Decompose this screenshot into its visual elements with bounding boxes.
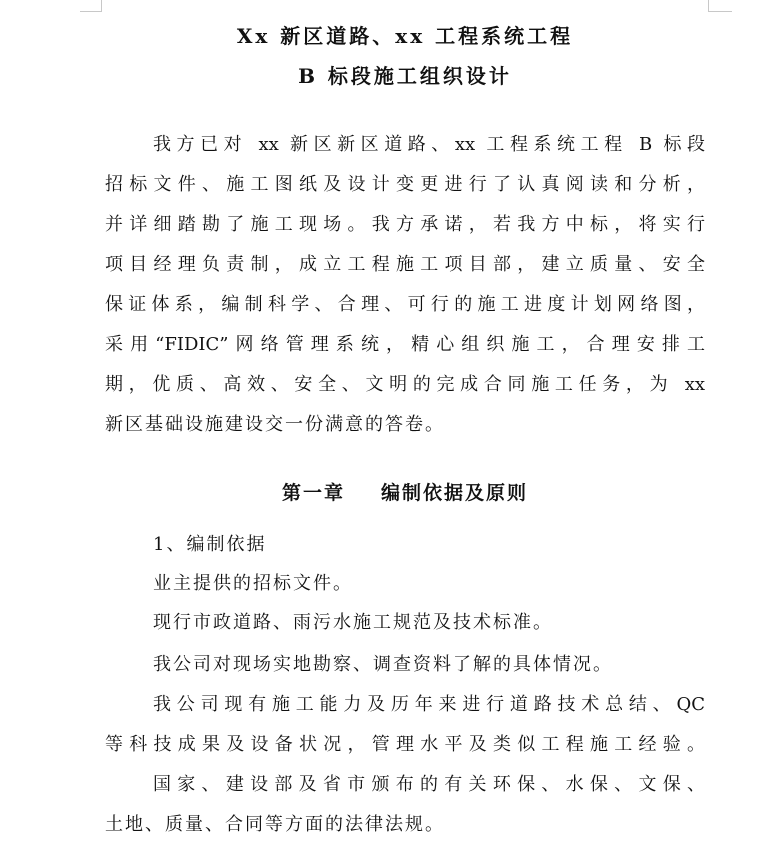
- basis-line-6: 国家、建设部及省市颁布的有关环保、水保、文保、: [153, 774, 705, 795]
- intro-line-1: 我方已对 xx 新区新区道路、xx 工程系统工程 B 标段: [153, 134, 705, 155]
- crop-mark-top-right-horizontal: [708, 11, 732, 12]
- intro-line-2: 招标文件、施工图纸及设计变更进行了认真阅读和分析，: [105, 174, 705, 195]
- basis-line-1: 业主提供的招标文件。: [153, 573, 353, 594]
- basis-line-7: 土地、质量、合同等方面的法律法规。: [105, 814, 445, 835]
- section-heading: 1、编制依据: [153, 534, 267, 555]
- intro-line-6: 采用“FIDIC”网络管理系统，精心组织施工，合理安排工: [105, 334, 705, 355]
- crop-mark-top-left-horizontal: [80, 11, 101, 12]
- basis-line-4: 我公司现有施工能力及历年来进行道路技术总结、QC: [153, 694, 705, 715]
- intro-line-5: 保证体系，编制科学、合理、可行的施工进度计划网络图，: [105, 294, 705, 315]
- chapter-number: 第一章: [281, 482, 345, 504]
- intro-line-8: 新区基础设施建设交一份满意的答卷。: [105, 414, 445, 435]
- basis-line-5: 等科技成果及设备状况，管理水平及类似工程施工经验。: [105, 734, 705, 755]
- chapter-title: 编制依据及原则: [381, 482, 529, 504]
- intro-line-4: 项目经理负责制，成立工程施工项目部，建立质量、安全: [105, 254, 705, 275]
- document-title-line-2: B 标段施工组织设计: [298, 64, 512, 88]
- crop-mark-top-left: [101, 0, 102, 12]
- intro-line-3: 并详细踏勘了施工现场。我方承诺，若我方中标，将实行: [105, 214, 705, 235]
- chapter-heading: [105, 478, 705, 505]
- intro-line-7: 期，优质、高效、安全、文明的完成合同施工任务，为 xx: [105, 374, 705, 395]
- basis-line-3: 我公司对现场实地勘察、调查资料了解的具体情况。: [153, 654, 613, 675]
- document-title-line-1: Xx 新区道路、xx 工程系统工程: [236, 24, 574, 48]
- basis-line-2: 现行市政道路、雨污水施工规范及技术标准。: [153, 612, 553, 633]
